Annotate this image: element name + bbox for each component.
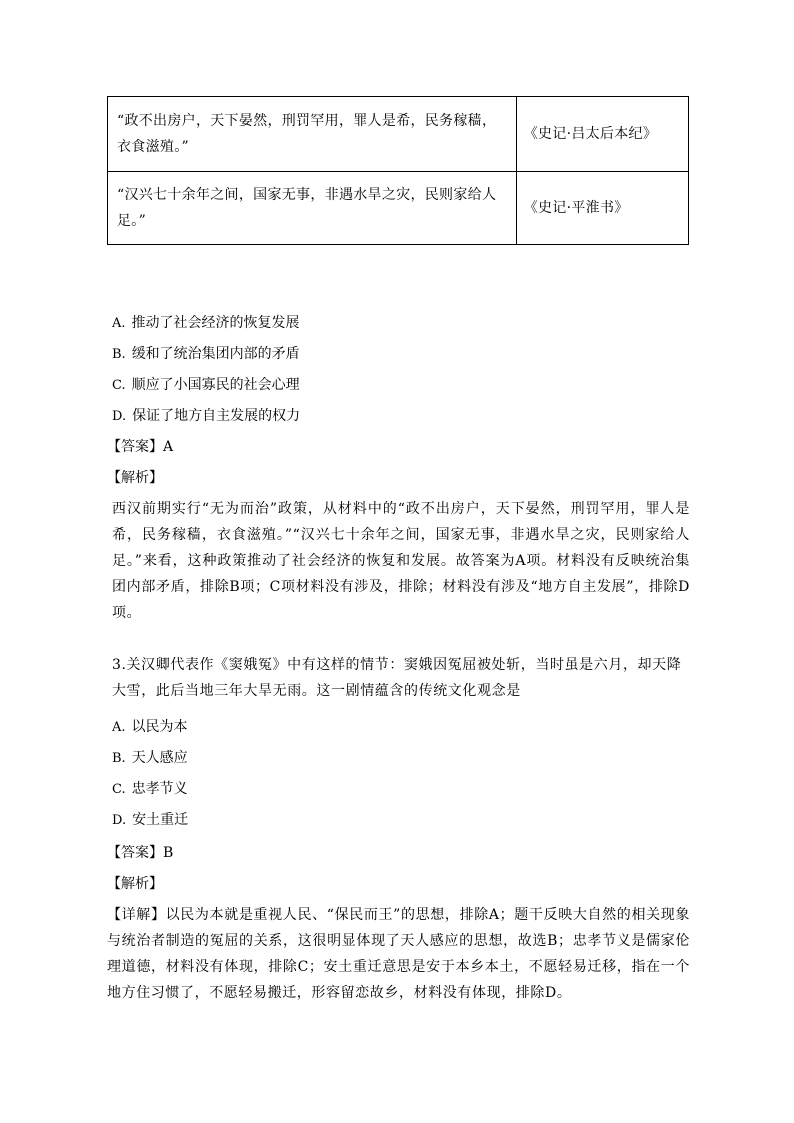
option-letter: D. <box>112 813 127 828</box>
q3-option-c <box>112 779 188 800</box>
option-text: 天人感应 <box>131 750 188 766</box>
option-text: 缓和了统治集团内部的矛盾 <box>131 346 300 362</box>
option-letter: D. <box>112 409 127 424</box>
q3-analysis-text: 【详解】以民为本就是重视人民、“保民而王”的思想，排除A；题干反映大自然的相关现象与统治者制造的冤屈的关系，这很明显体现了天人感应的思想，故选B；忠孝节义是儒家伦理道德，材料没有体现，排除C；安土重迁意思是安于本乡本土，不愿轻易迁移，指在一个地方住习惯了，不愿轻易搬迁，形容留恋故乡，材料没有体现，排除D。 <box>107 907 690 1001</box>
option-text: 以民为本 <box>131 719 188 735</box>
option-letter: A. <box>112 720 126 735</box>
q3-option-a <box>112 717 188 738</box>
q2-option-c <box>112 375 300 396</box>
q3-stem: 3.关汉卿代表作《窦娥冤》中有这样的情节：窦娥因冤屈被处斩，当时虽是六月，却天降大雪，此后当地三年大旱无雨。这一剧情蕴含的传统文化观念是 <box>112 657 682 699</box>
option-text: 忠孝节义 <box>131 781 188 797</box>
q3-option-d <box>112 810 188 831</box>
option-text: 安土重迁 <box>132 812 189 828</box>
q2-option-a <box>112 313 300 334</box>
table-source-cell: 《史记·平淮书》 <box>516 172 688 245</box>
q2-option-d <box>112 406 300 427</box>
option-letter: A. <box>112 316 126 331</box>
table-row <box>108 172 689 245</box>
option-letter: B. <box>112 751 126 766</box>
q2-analysis-label: 【解析】 <box>107 470 163 486</box>
q2-answer: 【答案】A <box>107 439 174 455</box>
option-letter: B. <box>112 347 126 362</box>
source-table <box>107 96 689 245</box>
table-source-cell: 《史记·吕太后本纪》 <box>516 97 688 172</box>
table-quote-cell: “汉兴七十余年之间，国家无事，非遇水旱之灾，民则家给人足。” <box>108 172 517 245</box>
q2-analysis-text: 西汉前期实行“无为而治”政策，从材料中的“政不出房户，天下晏然，刑罚罕用，罪人是希，民务稼穑，衣食滋殖。”“汉兴七十余年之间，国家无事，非遇水旱之灾，民则家给人足。”来看，这种政策推动了社会经济的恢复和发展。故答案为A项。材料没有反映统治集团内部矛盾，排除B项；C项材料没有涉及，排除；材料没有涉及“地方自主发展”，排除D项。 <box>112 501 690 621</box>
q3-analysis-label: 【解析】 <box>107 876 163 892</box>
q3-option-b <box>112 748 188 769</box>
table-quote-cell: “政不出房户，天下晏然，刑罚罕用，罪人是希，民务稼穑，衣食滋殖。” <box>108 97 517 172</box>
option-text: 顺应了小国寡民的社会心理 <box>131 377 300 393</box>
table-row <box>108 97 689 172</box>
option-text: 推动了社会经济的恢复发展 <box>131 315 300 331</box>
option-letter: C. <box>112 782 126 797</box>
q3-answer: 【答案】B <box>107 845 174 861</box>
q2-option-b <box>112 344 300 365</box>
option-letter: C. <box>112 378 126 393</box>
option-text: 保证了地方自主发展的权力 <box>132 408 301 424</box>
